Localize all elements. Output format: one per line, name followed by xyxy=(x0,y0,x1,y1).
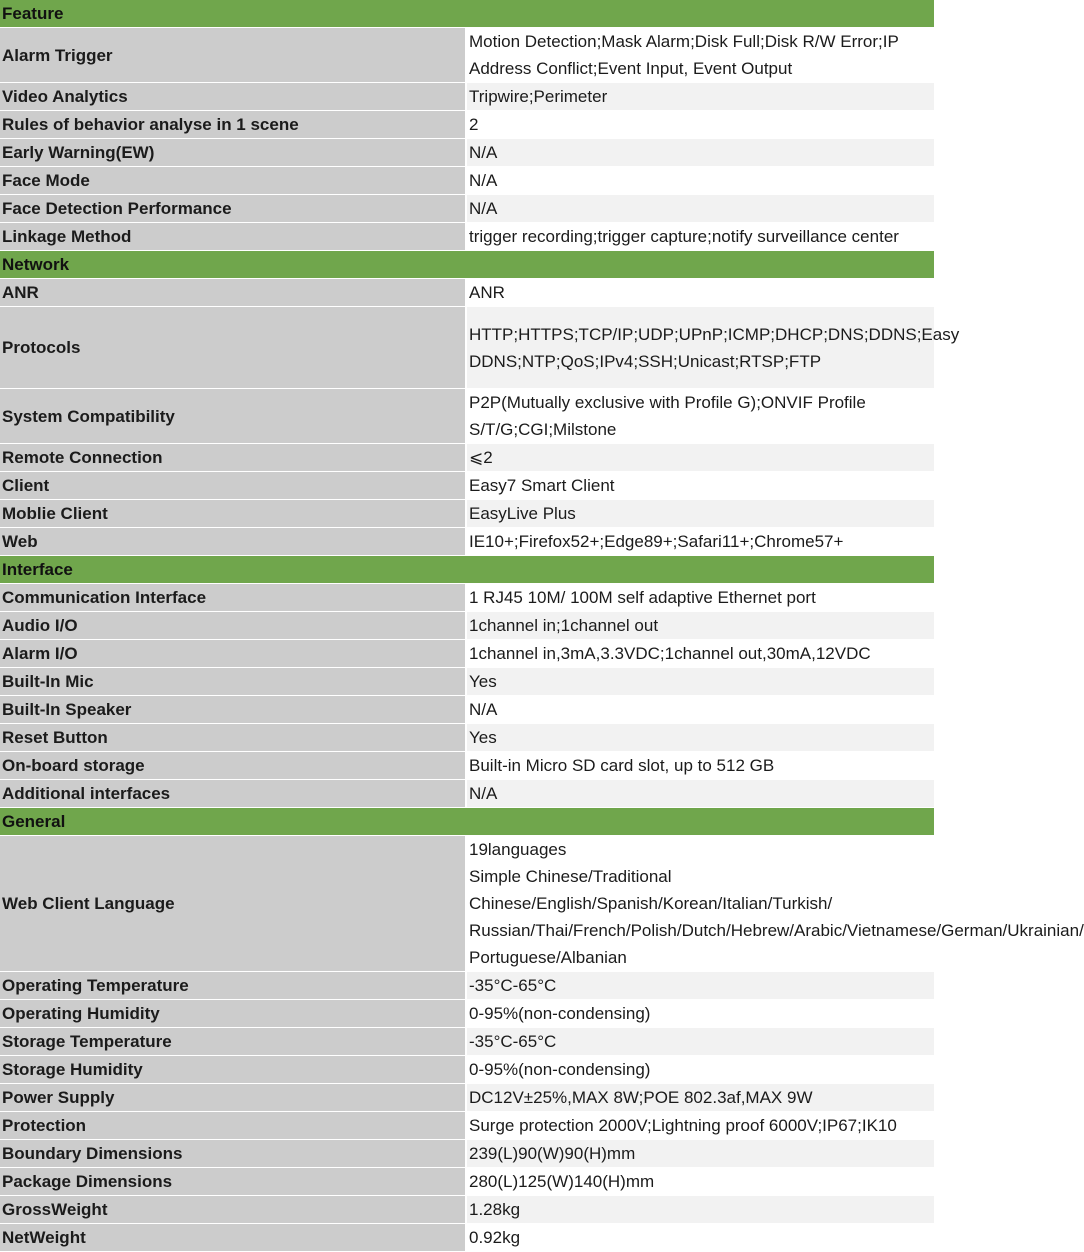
spec-row xyxy=(0,1028,934,1056)
spec-label: Face Mode xyxy=(0,167,467,195)
spec-value: Built-in Micro SD card slot, up to 512 GB xyxy=(467,752,934,780)
spec-value: N/A xyxy=(467,696,934,724)
spec-value: -35°C-65°C xyxy=(467,1028,934,1056)
spec-label: Built-In Speaker xyxy=(0,696,467,724)
spec-label: Built-In Mic xyxy=(0,668,467,696)
spec-value: N/A xyxy=(467,139,934,167)
spec-row xyxy=(0,972,934,1000)
spec-label: On-board storage xyxy=(0,752,467,780)
section-header-row xyxy=(0,556,934,584)
spec-label: Moblie Client xyxy=(0,500,467,528)
spec-label: Early Warning(EW) xyxy=(0,139,467,167)
spec-label: Storage Humidity xyxy=(0,1056,467,1084)
spec-row xyxy=(0,279,934,307)
spec-value: 1channel in;1channel out xyxy=(467,612,934,640)
spec-row xyxy=(0,1168,934,1196)
spec-value: 1.28kg xyxy=(467,1196,934,1224)
spec-row xyxy=(0,389,934,444)
spec-value: HTTP;HTTPS;TCP/IP;UDP;UPnP;ICMP;DHCP;DNS;DDNS;Easy DDNS;NTP;QoS;IPv4;SSH;Unicast;RTSP;FTP xyxy=(467,307,934,389)
spec-label: Operating Temperature xyxy=(0,972,467,1000)
spec-row xyxy=(0,780,934,808)
spec-label: Web xyxy=(0,528,467,556)
spec-row xyxy=(0,83,934,111)
spec-label: Audio I/O xyxy=(0,612,467,640)
spec-value: Motion Detection;Mask Alarm;Disk Full;Disk R/W Error;IP Address Conflict;Event Input, Event Output xyxy=(467,28,934,83)
spec-row xyxy=(0,724,934,752)
spec-value: N/A xyxy=(467,780,934,808)
spec-value: 239(L)90(W)90(H)mm xyxy=(467,1140,934,1168)
spec-label: ANR xyxy=(0,279,467,307)
spec-label: Storage Temperature xyxy=(0,1028,467,1056)
spec-value: -35°C-65°C xyxy=(467,972,934,1000)
spec-label: Face Detection Performance xyxy=(0,195,467,223)
spec-row xyxy=(0,1196,934,1224)
spec-row xyxy=(0,1224,934,1252)
spec-row xyxy=(0,139,934,167)
spec-label: Package Dimensions xyxy=(0,1168,467,1196)
spec-label: Boundary Dimensions xyxy=(0,1140,467,1168)
spec-value: Yes xyxy=(467,724,934,752)
spec-row xyxy=(0,1056,934,1084)
spec-label: Reset Button xyxy=(0,724,467,752)
spec-row xyxy=(0,472,934,500)
spec-value: Easy7 Smart Client xyxy=(467,472,934,500)
spec-label: Rules of behavior analyse in 1 scene xyxy=(0,111,467,139)
spec-label: NetWeight xyxy=(0,1224,467,1252)
spec-value: 0.92kg xyxy=(467,1224,934,1252)
spec-value: DC12V±25%,MAX 8W;POE 802.3af,MAX 9W xyxy=(467,1084,934,1112)
spec-label: Power Supply xyxy=(0,1084,467,1112)
spec-label: Linkage Method xyxy=(0,223,467,251)
spec-label: Video Analytics xyxy=(0,83,467,111)
spec-label: Alarm I/O xyxy=(0,640,467,668)
spec-row xyxy=(0,696,934,724)
spec-label: System Compatibility xyxy=(0,389,467,444)
spec-label: Additional interfaces xyxy=(0,780,467,808)
spec-value xyxy=(467,836,1084,972)
spec-label: Operating Humidity xyxy=(0,1000,467,1028)
section-title: Interface xyxy=(0,556,934,584)
spec-value: Surge protection 2000V;Lightning proof 6000V;IP67;IK10 xyxy=(467,1112,934,1140)
spec-value: 1channel in,3mA,3.3VDC;1channel out,30mA,12VDC xyxy=(467,640,934,668)
spec-value: N/A xyxy=(467,195,934,223)
spec-row xyxy=(0,167,934,195)
spec-value: EasyLive Plus xyxy=(467,500,934,528)
spec-row xyxy=(0,668,934,696)
spec-row xyxy=(0,612,934,640)
spec-row xyxy=(0,307,934,389)
spec-value: 1 RJ45 10M/ 100M self adaptive Ethernet port xyxy=(467,584,934,612)
spec-label: Web Client Language xyxy=(0,836,467,972)
spec-row xyxy=(0,195,934,223)
spec-row xyxy=(0,1140,934,1168)
value-line: 19languages xyxy=(469,840,567,859)
spec-value: 2 xyxy=(467,111,934,139)
spec-value: 0-95%(non-condensing) xyxy=(467,1056,934,1084)
spec-row xyxy=(0,528,934,556)
spec-row xyxy=(0,836,934,972)
section-header-row xyxy=(0,251,934,279)
spec-value: Yes xyxy=(467,668,934,696)
value-line: Portuguese/Albanian xyxy=(469,948,627,967)
spec-label: Protocols xyxy=(0,307,467,389)
spec-row xyxy=(0,1000,934,1028)
spec-label: Protection xyxy=(0,1112,467,1140)
spec-row xyxy=(0,500,934,528)
spec-row xyxy=(0,444,934,472)
spec-label: GrossWeight xyxy=(0,1196,467,1224)
spec-value: Tripwire;Perimeter xyxy=(467,83,934,111)
spec-row xyxy=(0,1112,934,1140)
section-title: General xyxy=(0,808,934,836)
spec-value: trigger recording;trigger capture;notify surveillance center xyxy=(467,223,934,251)
spec-value: ⩽2 xyxy=(467,444,934,472)
value-line: Simple Chinese/Traditional Chinese/English/Spanish/Korean/Italian/Turkish/ xyxy=(469,867,833,913)
spec-label: Alarm Trigger xyxy=(0,28,467,83)
spec-label: Remote Connection xyxy=(0,444,467,472)
spec-label: Communication Interface xyxy=(0,584,467,612)
spec-row xyxy=(0,28,934,83)
section-title: Feature xyxy=(0,0,934,28)
spec-value: P2P(Mutually exclusive with Profile G);ONVIF Profile S/T/G;CGI;Milstone xyxy=(467,389,934,444)
section-title: Network xyxy=(0,251,934,279)
spec-value: N/A xyxy=(467,167,934,195)
spec-value: ANR xyxy=(467,279,934,307)
spec-row xyxy=(0,640,934,668)
spec-value: IE10+;Firefox52+;Edge89+;Safari11+;Chrome57+ xyxy=(467,528,934,556)
spec-row xyxy=(0,223,934,251)
section-header-row xyxy=(0,0,934,28)
spec-row xyxy=(0,111,934,139)
spec-label: Client xyxy=(0,472,467,500)
section-header-row xyxy=(0,808,934,836)
spec-row xyxy=(0,752,934,780)
spec-row xyxy=(0,1084,934,1112)
spec-row xyxy=(0,584,934,612)
spec-value: 0-95%(non-condensing) xyxy=(467,1000,934,1028)
spec-value: 280(L)125(W)140(H)mm xyxy=(467,1168,934,1196)
value-line: Russian/Thai/French/Polish/Dutch/Hebrew/Arabic/Vietnamese/German/Ukrainian/ xyxy=(469,921,1084,940)
